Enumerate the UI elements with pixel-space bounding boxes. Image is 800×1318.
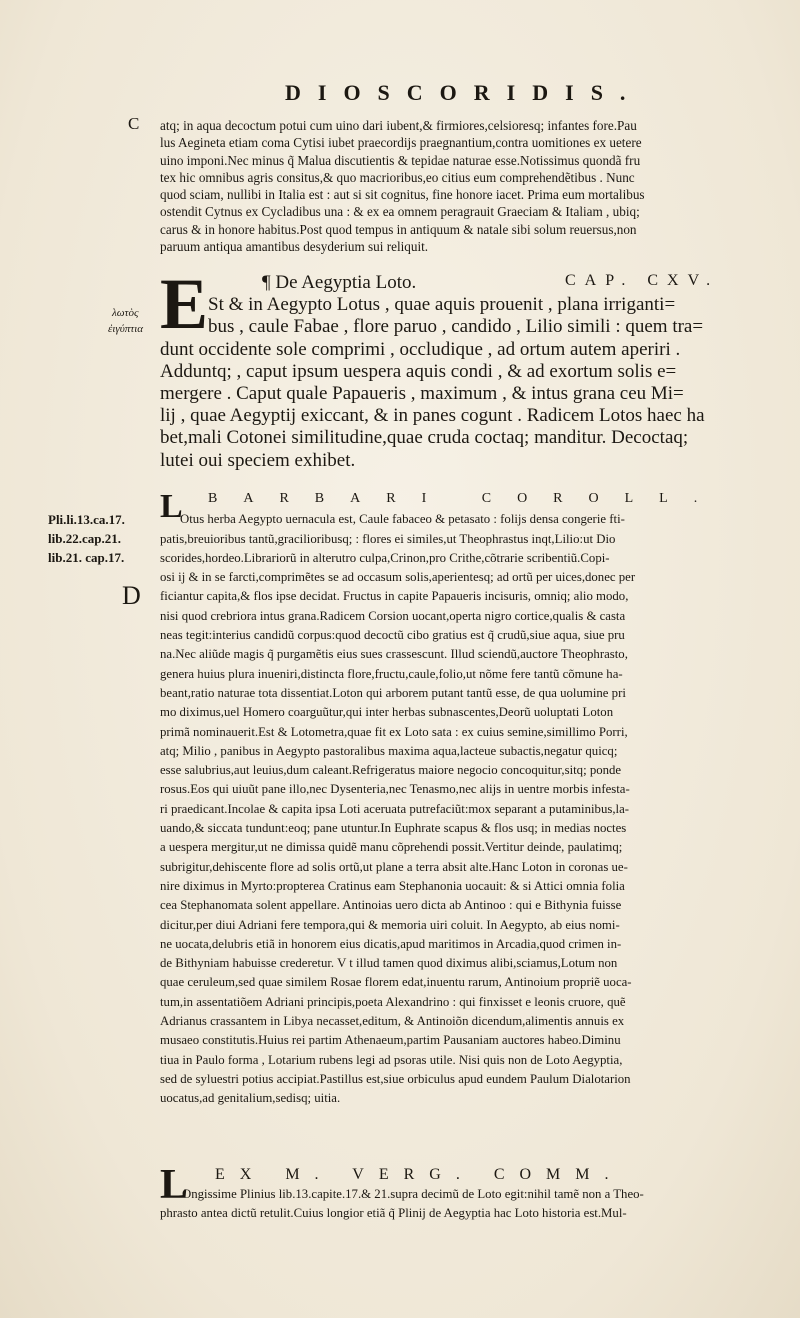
text-line: esse salubrius,aut leuius,dum caleant.Refrigeratus maiore negocio concoquitur,sitq; ponde [160,763,622,778]
text-line: carus & in honore habitus.Post quod tempus in antiquum & natale sibi solum reuersus,non [160,221,637,237]
text-line: subrigitur,dehiscente flore ad solis ortũ,ut plane a terra absit alte.Hanc Loton in coronas ue- [160,859,628,874]
text-line: St & in Aegypto Lotus , quae aquis prouenit , plana irriganti= [208,294,676,316]
text-line: atq; Milio , panibus in Aegypto pastoralibus maxima aqua,lacteue subactis,negatur quicq; [160,743,618,758]
text-line: lij , quae Aegyptij exiccant, & in panes cogunt . Radicem Lotos haec ha [160,405,705,427]
paragraph-barbari [160,488,792,1109]
text-line: sed de syluestri potius accipiat.Pastillus est,siue orbiculus apud eundem Paulum Dialotarion [160,1071,631,1086]
chapter-number: CAP. CXV. [565,272,720,289]
text-line: tiua in Paulo forma , Lotarium rubens legi ad psoras utile. Nisi quis non de Loto Aegyptia, [160,1052,623,1067]
initial-capital-l-2: L [160,1162,189,1208]
text-line: atq; in aqua decoctum potui cum uino dari iubent,& firmiores,celsioresq; infantes fore.Pau [160,118,637,133]
initial-capital-e: E [160,264,209,344]
text-line: dunt occidente sole comprimi , occludique , ad ortum autem aperiri . [160,338,681,360]
text-line: rosus.Eos qui uiuũt pane illo,nec Dysenteria,nec Tenasmo,nec alijs in uentre morbis infesta- [160,782,630,797]
text-line: scorides,hordeo.Librariorũ in alterutro culpa,Crinon,pro Crithe,cõtrarie scribentiũ.Copi- [160,550,610,565]
text-line: musaeo constitutis.Huius rei partim Athenaeum,partim Pausaniam auctores habeo.Diminu [160,1033,621,1048]
text-line: uino imponi.Nec minus q̃ Malua discutientis & tepidae naturae esse.Notissimus quondã fru [160,152,641,168]
text-line: nisi quod crebriora intus grana.Radicem Corsion uocant,operta nigro cortice,qualis & casta [160,608,626,623]
margin-letter-d: D [122,581,141,610]
text-line: tum,in assentatiõem Adriani principis,poeta Alexandrino : qui finxisset e leonis cruore, quẽ [160,994,626,1009]
margin-greek-note-1: λωτὸς [112,307,139,319]
margin-letter-c: C [128,114,140,133]
paragraph-vergilius [160,1162,792,1223]
text-line: quae ceruleum,sed quae similem Rosae florem edat,inuentu rarum, Antinoium propriẽ uoca- [160,975,632,990]
text-line: bet,mali Cotonei similitudine,quae cruda coctaq; manditur. Decoctaq; [160,427,689,449]
margin-ref: lib.21. cap.17. [48,550,125,565]
text-line: lutei oui speciem exhibet. [160,449,356,471]
text-line: dicitur,per diui Adriani fere tempora,qui & memoria uiri coluit. In Aegypto, ab eius nomi- [160,917,620,932]
text-line: de Bithyniam habuisse crederetur. V t illud tamen quod diximus alibi,sciamus,Lotum non [160,956,618,971]
text-line: mo diximus,uel Homero coarguũtur,qui inter herbas subnascentes,Deorũ uoluptati Loton [160,705,614,720]
text-line: na.Nec aliũde magis q̃ purgamẽtis eius sues crassescunt. Illud sciendũ,auctore Theophrasto, [160,647,628,662]
section-heading-barbari: BARBARI COROLL. [208,491,724,506]
text-line: osi ij & in se farcti,comprimẽtes se ad occasum solis,aperientesq; ad ortũ per uices,donec per [160,570,636,585]
text-line: phrasto antea dictũ retulit.Cuius longior etiã q̃ Plinij de Aegyptia hac Loto historia est.Mul- [160,1206,627,1220]
text-line: ficiantur capita,& flos ipse decidat. Fructus in capite Papaueris incisuris, omniq; alio modo, [160,589,629,604]
initial-capital-l: L [160,488,183,525]
text-line: bus , caule Fabae , flore paruo , candido , Lilio simili : quem tra= [208,316,704,338]
text-line: a uespera mergitur,ut ne dimissa quidẽ manu cõprehendi possit.Vertitur deinde, paulatimq; [160,840,623,855]
text-line: ostendit Cytnus ex Cycladibus una : & ex ea omnem peragrauit Graeciam & Italiam , ubiq; [160,204,640,220]
running-head: DIOSCORIDIS. [285,80,643,105]
margin-greek-note-2: ἐιγύπτια [108,323,144,335]
paragraph-lotus-main [160,264,792,472]
text-line: neas tegit:interius candidũ corpus:quod decoctũ cibo gratius est q̃ crudũ,siue aqua, siue pru [160,628,625,643]
paragraph-cytisus [160,117,792,255]
margin-references [48,510,125,567]
text-line: uando,& siccata tundunt:eoq; pane utuntur.In Euphrate scapus & flos usq; in medias noctes [160,821,627,836]
margin-ref: Pli.li.13.ca.17. [48,512,125,527]
margin-ref: lib.22.cap.21. [48,531,121,546]
text-line: ri praedicant.Incolae & capita ipsa Loti aceruata putrefaciũt:mox separant a putaminibus,la- [160,801,630,816]
text-line: uocatus,ad genitalium,sedisq; uitia. [160,1091,341,1106]
chapter-title: ¶ De Aegyptia Loto. [262,272,417,293]
text-line: cea Stephanomata solent appellare. Antinoias uero dicta ab Antinoo : qui e Bithynia fuisse [160,898,622,913]
text-line: patis,breuioribus tantũ,gracilioribusq; : flores ei similes,ut Theophrastus inqt,Lilio:ut Dio [160,531,616,546]
text-line: quod sciam, nullibi in Italia est : aut si sit cognitus, fine honore iacet. Prima eum mortalibus [160,187,645,203]
text-line: beant,ratio naturae tota dissentiat.Loton qui arborem putant tantũ esse, de qua uolumine pri [160,685,626,700]
text-line: nire diximus in Myrto:propterea Cratinus eam Stephanonia uocauit: & si Attici omnia folia [160,878,625,893]
text-line: genera huius plura inueniri,distincta flore,fructu,caule,folio,ut nõme fere tantũ cõmune ha- [160,666,623,681]
text-line: tex hic omnibus agris consitus,& quo macrioribus,eo citius eum comprehendẽtibus . Nunc [160,169,635,185]
text-line: Otus herba Aegypto uernacula est, Caule fabaceo & petasato : folijs densa congerie fti- [180,512,625,527]
text-line: lus Aegineta etiam coma Cytisi iubet praecordijs praegnantium,contra uomitiones ex uetere [160,135,642,151]
text-line: Adrianus crassantem in Libya necasset,editum, & Antinoiõn dicendum,alimentis annuis ex [160,1014,625,1029]
text-line: Adduntq; , caput ipsum uespera aquis condi , & ad exortum solis e= [160,360,677,382]
text-line: primã nominauerit.Est & Lotometra,quae fit ex Loto sata : ex cuius semine,simillimo Porri, [160,724,628,739]
text-line: Ongissime Plinius lib.13.capite.17.& 21.supra decimũ de Loto egit:nihil tamẽ non a Theo- [182,1187,644,1201]
text-line: paruum antiqua amantibus desyderium sui reliquit. [160,239,429,255]
text-line: mergere . Caput quale Papaueris , maximum , & intus grana ceu Mi= [160,383,684,405]
section-heading-vergilius: EX M. VERG. COMM. [215,1166,624,1183]
text-line: ne uocata,delubris etiã in honorem eius dicatis,apud maritimos in Arcadia,quod crimen in- [160,936,622,951]
